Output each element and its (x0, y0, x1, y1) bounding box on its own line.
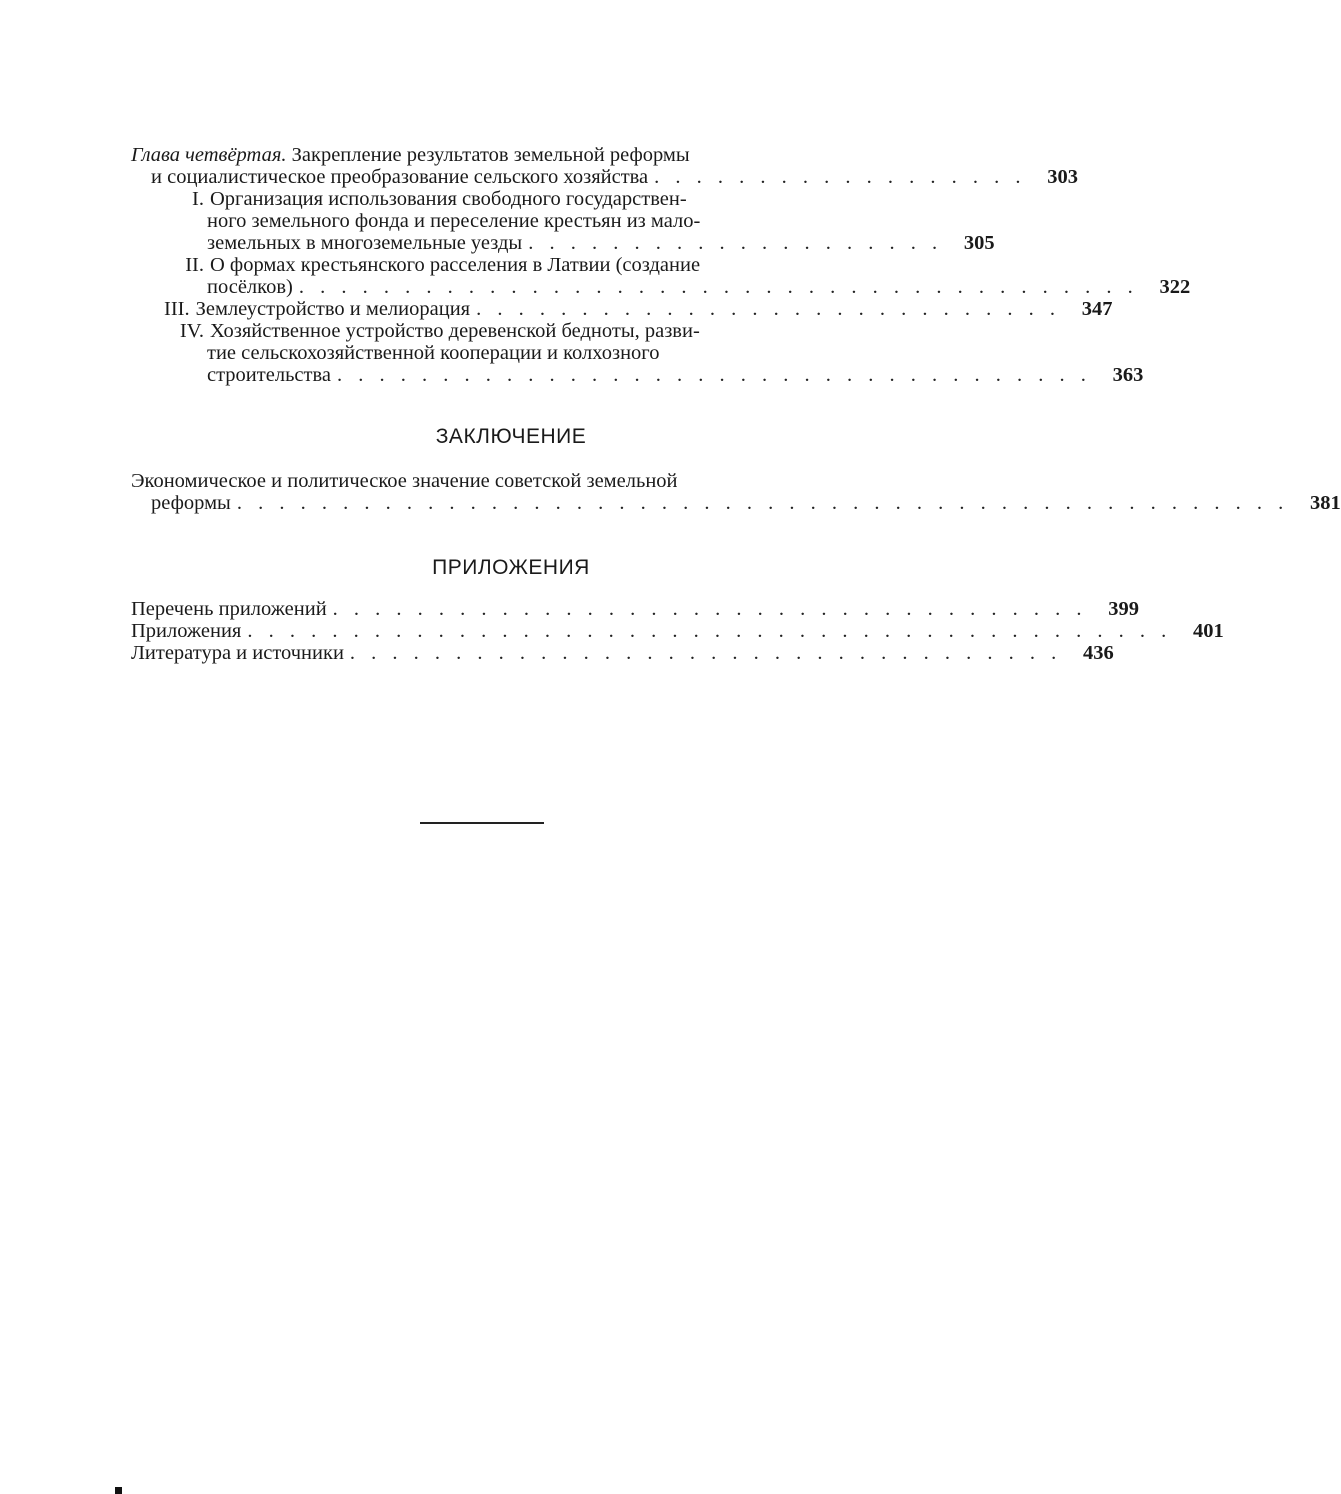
conclusion-page-number: 381 (1309, 492, 1341, 514)
toc-line (131, 232, 995, 254)
conclusion-title-line-2: реформы (151, 492, 231, 514)
toc-line (131, 276, 1191, 298)
section-number: II. (185, 254, 204, 276)
closing-rule (420, 822, 544, 824)
leader-dots: . . . . . . . . . . . . . . . . . . . . . . . . . . . . . . . . . . . . (336, 364, 1092, 386)
chapter-title-line-2 (131, 166, 1079, 188)
toc-line (131, 342, 867, 364)
appendix-page-number: 436 (1083, 642, 1114, 664)
conclusion-title-line-1: Экономическое и политическое значение советской земельной (131, 470, 678, 492)
section-number: I. (192, 188, 204, 210)
section-title-line: земельных в многоземельные уезды (207, 232, 523, 254)
toc-entry-section-4 (131, 320, 1144, 386)
chapter-label: Глава четвёртая. (131, 144, 287, 166)
section-page-number: 322 (1159, 276, 1191, 298)
appendix-title: Приложения (131, 620, 242, 642)
toc-entry-section-2 (131, 254, 1191, 298)
appendices-heading: ПРИЛОЖЕНИЯ (432, 556, 590, 579)
appendix-entry (131, 598, 1140, 620)
section-page-number: 363 (1112, 364, 1144, 386)
conclusion-block (131, 470, 1341, 514)
chapter-title-part-2: и социалистическое преобразование сельского хозяйства (151, 166, 649, 188)
toc-line (131, 320, 867, 342)
toc-line (131, 298, 1113, 320)
toc-entry-section-1 (131, 188, 995, 254)
section-title-line: О формах крестьянского расселения в Латвии (создание (210, 254, 701, 276)
appendix-entry (131, 620, 1224, 642)
chapter-four-block (131, 144, 1191, 386)
section-title-line: Хозяйственное устройство деревенской бедноты, разви- (210, 320, 700, 342)
conclusion-line-1 (131, 470, 867, 492)
appendix-entry (131, 642, 1114, 664)
toc-line (131, 188, 867, 210)
scan-mark (115, 1487, 122, 1494)
section-title-line: ного земельного фонда и переселение крестьян из мало- (207, 210, 701, 232)
toc-line (131, 210, 867, 232)
section-number: III. (164, 298, 190, 320)
section-title-line: Организация использования свободного государствен- (210, 188, 687, 210)
section-page-number: 305 (963, 232, 995, 254)
appendix-title: Перечень приложений (131, 598, 327, 620)
toc-line (131, 364, 1144, 386)
section-number: IV. (179, 320, 204, 342)
toc-entry-section-3 (131, 298, 1113, 320)
section-title-line: строительства (207, 364, 331, 386)
leader-dots: . . . . . . . . . . . . . . . . . . . . . . . . . . . . . . . . . . . . . . . . (298, 276, 1139, 298)
appendix-title: Литература и источники (131, 642, 344, 664)
leader-dots: . . . . . . . . . . . . . . . . . . . . . . . . . . . . . . . . . . (349, 642, 1062, 664)
toc-line (131, 254, 867, 276)
appendices-block (131, 598, 1224, 664)
leader-dots: . . . . . . . . . . . . . . . . . . (654, 166, 1027, 188)
section-page-number: 347 (1081, 298, 1113, 320)
leader-dots: . . . . . . . . . . . . . . . . . . . . (528, 232, 943, 254)
leader-dots: . . . . . . . . . . . . . . . . . . . . . . . . . . . . (476, 298, 1061, 320)
leader-dots: . . . . . . . . . . . . . . . . . . . . . . . . . . . . . . . . . . . . . . . . . . . . (247, 620, 1172, 642)
section-title-line: посёлков) (207, 276, 293, 298)
appendix-page-number: 401 (1192, 620, 1224, 642)
leader-dots: . . . . . . . . . . . . . . . . . . . . . . . . . . . . . . . . . . . . . . . . . . . . . . . . . . (236, 492, 1289, 514)
appendix-page-number: 399 (1108, 598, 1140, 620)
section-title-line: тие сельскохозяйственной кооперации и колхозного (207, 342, 660, 364)
chapter-title-line-1 (131, 144, 867, 166)
leader-dots: . . . . . . . . . . . . . . . . . . . . . . . . . . . . . . . . . . . . (332, 598, 1088, 620)
chapter-title-part-1: Закрепление результатов земельной реформы (291, 144, 690, 166)
section-title-line: Землеустройство и мелиорация (195, 298, 471, 320)
conclusion-heading: ЗАКЛЮЧЕНИЕ (435, 425, 587, 448)
conclusion-line-2 (131, 492, 1341, 514)
chapter-page-number: 303 (1047, 166, 1079, 188)
